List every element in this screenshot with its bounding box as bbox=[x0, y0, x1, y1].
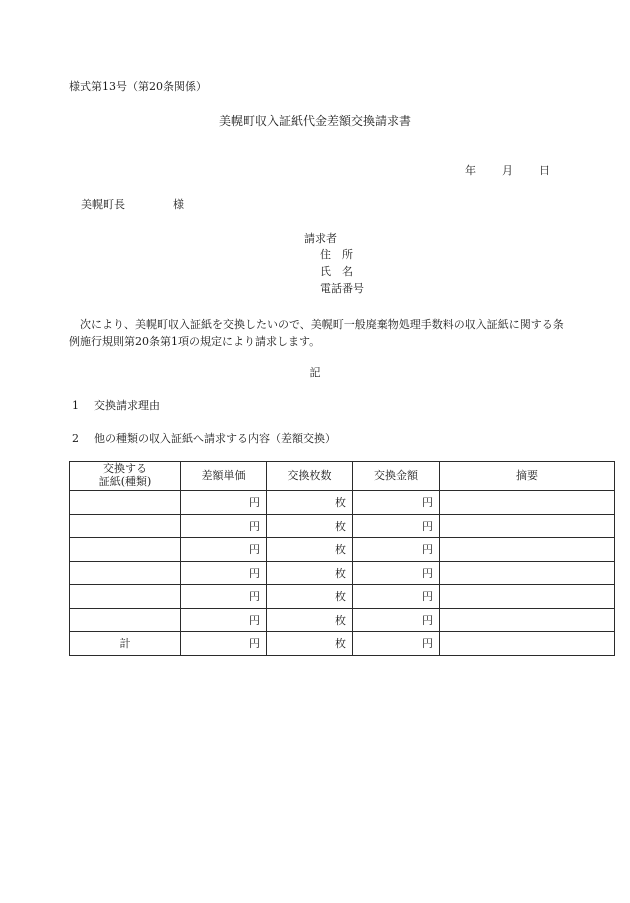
header-remarks: 摘要 bbox=[440, 462, 615, 491]
header-amount: 交換金額 bbox=[353, 462, 440, 491]
table-header-row bbox=[70, 462, 615, 491]
ki-heading: 記 bbox=[309, 366, 321, 379]
total-unit-price[interactable]: 円 bbox=[181, 632, 267, 656]
date-day: 日 bbox=[539, 164, 550, 177]
requester-label: 請求者 bbox=[304, 232, 337, 245]
table-row bbox=[70, 585, 615, 609]
cell-unit-price[interactable]: 円 bbox=[181, 608, 267, 632]
cell-remarks[interactable] bbox=[440, 491, 615, 515]
cell-stamp-type[interactable] bbox=[70, 585, 181, 609]
total-remarks[interactable] bbox=[440, 632, 615, 656]
cell-unit-price[interactable]: 円 bbox=[181, 561, 267, 585]
total-quantity[interactable]: 枚 bbox=[267, 632, 353, 656]
cell-stamp-type[interactable] bbox=[70, 491, 181, 515]
cell-remarks[interactable] bbox=[440, 538, 615, 562]
cell-stamp-type[interactable] bbox=[70, 561, 181, 585]
item-2-number: 2 bbox=[72, 432, 79, 445]
requester-address-label: 住 所 bbox=[320, 248, 353, 261]
requester-name-label: 氏 名 bbox=[320, 265, 353, 278]
table-row bbox=[70, 538, 615, 562]
exchange-table bbox=[69, 461, 615, 656]
header-quantity: 交換枚数 bbox=[267, 462, 353, 491]
cell-unit-price[interactable]: 円 bbox=[181, 538, 267, 562]
addressee-name: 美幌町長 bbox=[81, 198, 125, 211]
cell-remarks[interactable] bbox=[440, 561, 615, 585]
cell-quantity[interactable]: 枚 bbox=[267, 608, 353, 632]
cell-quantity[interactable]: 枚 bbox=[267, 491, 353, 515]
table-row bbox=[70, 491, 615, 515]
table-row bbox=[70, 514, 615, 538]
cell-remarks[interactable] bbox=[440, 608, 615, 632]
cell-amount[interactable]: 円 bbox=[353, 538, 440, 562]
total-label: 計 bbox=[70, 632, 181, 656]
header-unit-diff: 差額単価 bbox=[181, 462, 267, 491]
cell-unit-price[interactable]: 円 bbox=[181, 585, 267, 609]
date-month: 月 bbox=[502, 164, 513, 177]
date-year: 年 bbox=[465, 164, 476, 177]
date-line bbox=[465, 164, 550, 177]
cell-quantity[interactable]: 枚 bbox=[267, 514, 353, 538]
cell-stamp-type[interactable] bbox=[70, 608, 181, 632]
cell-quantity[interactable]: 枚 bbox=[267, 585, 353, 609]
cell-remarks[interactable] bbox=[440, 585, 615, 609]
cell-unit-price[interactable]: 円 bbox=[181, 491, 267, 515]
body-text: 次により、美幌町収入証紙を交換したいので、美幌町一般廃棄物処理手数料の収入証紙に関する条例施行規則第20条第1項の規定により請求します。 bbox=[69, 318, 564, 348]
cell-amount[interactable]: 円 bbox=[353, 514, 440, 538]
cell-amount[interactable]: 円 bbox=[353, 561, 440, 585]
cell-stamp-type[interactable] bbox=[70, 514, 181, 538]
item-2 bbox=[72, 432, 336, 445]
addressee bbox=[81, 198, 184, 211]
cell-amount[interactable]: 円 bbox=[353, 585, 440, 609]
table-row bbox=[70, 608, 615, 632]
table-total-row bbox=[70, 632, 615, 656]
item-1 bbox=[72, 399, 160, 412]
document-title: 美幌町収入証紙代金差額交換請求書 bbox=[218, 114, 411, 128]
cell-remarks[interactable] bbox=[440, 514, 615, 538]
item-1-text: 交換請求理由 bbox=[94, 399, 160, 412]
cell-stamp-type[interactable] bbox=[70, 538, 181, 562]
cell-amount[interactable]: 円 bbox=[353, 491, 440, 515]
cell-quantity[interactable]: 枚 bbox=[267, 538, 353, 562]
item-1-number: 1 bbox=[72, 399, 79, 412]
requester-phone-label: 電話番号 bbox=[320, 282, 364, 295]
item-2-text: 他の種類の収入証紙へ請求する内容（差額交換） bbox=[94, 432, 336, 445]
cell-unit-price[interactable]: 円 bbox=[181, 514, 267, 538]
form-number: 様式第13号（第20条関係） bbox=[69, 80, 207, 93]
table-row bbox=[70, 561, 615, 585]
addressee-honorific: 様 bbox=[173, 198, 184, 211]
total-amount[interactable]: 円 bbox=[353, 632, 440, 656]
cell-quantity[interactable]: 枚 bbox=[267, 561, 353, 585]
header-stamp-type: 交換する 証紙(種類) bbox=[70, 462, 181, 491]
cell-amount[interactable]: 円 bbox=[353, 608, 440, 632]
